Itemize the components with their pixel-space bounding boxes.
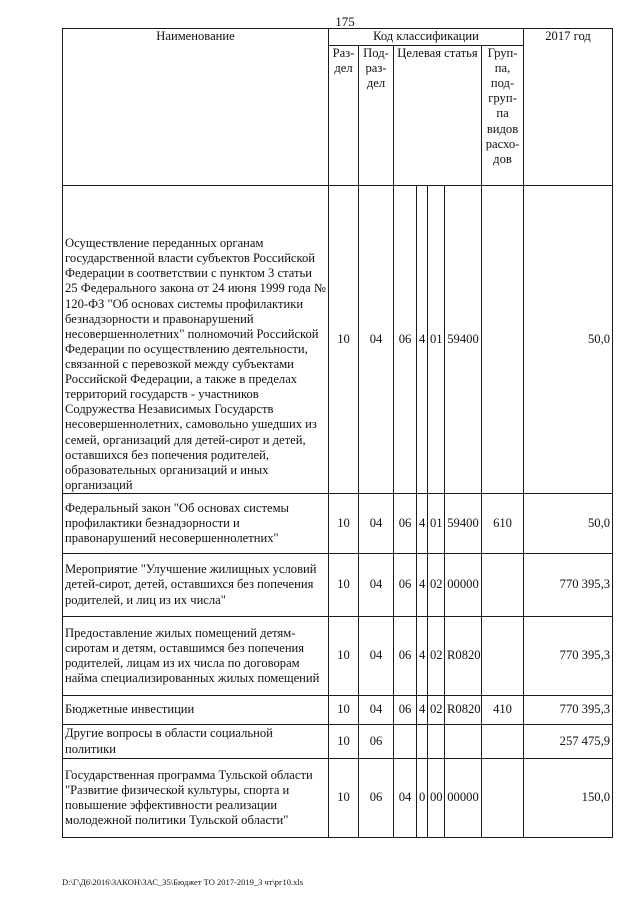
row-subsection: 04 xyxy=(359,494,394,554)
row-expense-group xyxy=(482,759,524,838)
row-ts-event xyxy=(428,725,445,759)
table-row xyxy=(63,696,613,725)
row-ts-subprogram: 4 xyxy=(417,696,428,725)
row-name: Бюджетные инвестиции xyxy=(63,696,329,725)
row-section: 10 xyxy=(329,554,359,617)
table-row xyxy=(63,494,613,554)
header-classification: Код классификации xyxy=(329,29,524,46)
row-ts-subprogram xyxy=(417,725,428,759)
header-target-article: Целевая статья xyxy=(394,46,482,186)
row-expense-group xyxy=(482,186,524,494)
row-subsection: 04 xyxy=(359,617,394,696)
row-expense-group xyxy=(482,554,524,617)
row-ts-direction: 00000 xyxy=(445,554,482,617)
file-path-footer: D:\Г\Д6\2016\ЗАКОН\ЗАС_35\Бюджет ТО 2017-2019_3 чт\рг10.xls xyxy=(62,877,304,887)
row-name: Государственная программа Тульской области "Развитие физической культуры, спорта и повышение эффективности реализации молодежной политики Тульской области" xyxy=(63,759,329,838)
row-subsection: 04 xyxy=(359,696,394,725)
row-subsection: 04 xyxy=(359,554,394,617)
row-ts-direction: 59400 xyxy=(445,186,482,494)
table-row xyxy=(63,554,613,617)
row-ts-subprogram: 4 xyxy=(417,554,428,617)
row-ts-event: 00 xyxy=(428,759,445,838)
header-section: Раз- дел xyxy=(329,46,359,186)
row-ts-program xyxy=(394,725,417,759)
table-row xyxy=(63,186,613,494)
row-ts-direction: R0820 xyxy=(445,696,482,725)
row-ts-subprogram: 4 xyxy=(417,494,428,554)
row-ts-program: 06 xyxy=(394,554,417,617)
row-ts-event: 02 xyxy=(428,696,445,725)
table-row xyxy=(63,759,613,838)
row-name: Предоставление жилых помещений детям-сиротам и детям, оставшимся без попечения родителей, лицам из их числа по договорам найма специализированных жилых помещений xyxy=(63,617,329,696)
row-ts-direction: 00000 xyxy=(445,759,482,838)
row-ts-event: 01 xyxy=(428,186,445,494)
row-section: 10 xyxy=(329,617,359,696)
row-section: 10 xyxy=(329,494,359,554)
row-amount: 770 395,3 xyxy=(524,696,613,725)
row-ts-direction: 59400 xyxy=(445,494,482,554)
row-ts-program: 06 xyxy=(394,494,417,554)
row-ts-direction xyxy=(445,725,482,759)
row-section: 10 xyxy=(329,696,359,725)
row-ts-subprogram: 4 xyxy=(417,186,428,494)
row-expense-group xyxy=(482,617,524,696)
header-expense-group: Груп- па, под- груп- па видов расхо- дов xyxy=(482,46,524,186)
page-number: 175 xyxy=(335,14,355,29)
row-amount: 770 395,3 xyxy=(524,554,613,617)
row-expense-group: 610 xyxy=(482,494,524,554)
row-subsection: 06 xyxy=(359,725,394,759)
header-name: Наименование xyxy=(63,29,329,186)
row-name: Осуществление переданных органам государственной власти субъектов Российской Федерации в соответствии с пунктом 3 статьи 25 Федерального закона от 24 июня 1999 года № 120-ФЗ "Об основах системы профилактики безнадзорности и правонарушений несовершеннолетних" полномочий Российской Федерации по осуществлению деятельности, связанной с перевозкой между субъектами Российской Федерации, а также в пределах территорий государств - участников Содружества Независимых Государств несовершеннолетних, самовольно ушедших из семей, организаций для детей-сирот и детей, оставшихся без попечения родителей, образовательных организаций и иных организаций xyxy=(63,186,329,494)
row-ts-subprogram: 4 xyxy=(417,617,428,696)
row-expense-group xyxy=(482,725,524,759)
row-name: Мероприятие "Улучшение жилищных условий детей-сирот, детей, оставшихся без попечения родителей, и лиц из их числа" xyxy=(63,554,329,617)
row-ts-event: 01 xyxy=(428,494,445,554)
row-ts-program: 06 xyxy=(394,696,417,725)
row-ts-event: 02 xyxy=(428,554,445,617)
row-amount: 50,0 xyxy=(524,186,613,494)
row-subsection: 06 xyxy=(359,759,394,838)
row-section: 10 xyxy=(329,725,359,759)
table-header-row xyxy=(63,29,613,46)
row-ts-program: 04 xyxy=(394,759,417,838)
row-amount: 770 395,3 xyxy=(524,617,613,696)
row-expense-group: 410 xyxy=(482,696,524,725)
row-amount: 50,0 xyxy=(524,494,613,554)
row-amount: 150,0 xyxy=(524,759,613,838)
row-name: Другие вопросы в области социальной политики xyxy=(63,725,329,759)
row-ts-program: 06 xyxy=(394,186,417,494)
row-ts-direction: R0820 xyxy=(445,617,482,696)
header-subsection: Под- раз- дел xyxy=(359,46,394,186)
row-section: 10 xyxy=(329,759,359,838)
row-section: 10 xyxy=(329,186,359,494)
row-amount: 257 475,9 xyxy=(524,725,613,759)
header-year: 2017 год xyxy=(524,29,613,186)
row-name: Федеральный закон "Об основах системы профилактики безнадзорности и правонарушений несовершеннолетних" xyxy=(63,494,329,554)
row-ts-event: 02 xyxy=(428,617,445,696)
table-row xyxy=(63,725,613,759)
row-ts-program: 06 xyxy=(394,617,417,696)
row-subsection: 04 xyxy=(359,186,394,494)
budget-table xyxy=(62,28,613,838)
table-row xyxy=(63,617,613,696)
row-ts-subprogram: 0 xyxy=(417,759,428,838)
